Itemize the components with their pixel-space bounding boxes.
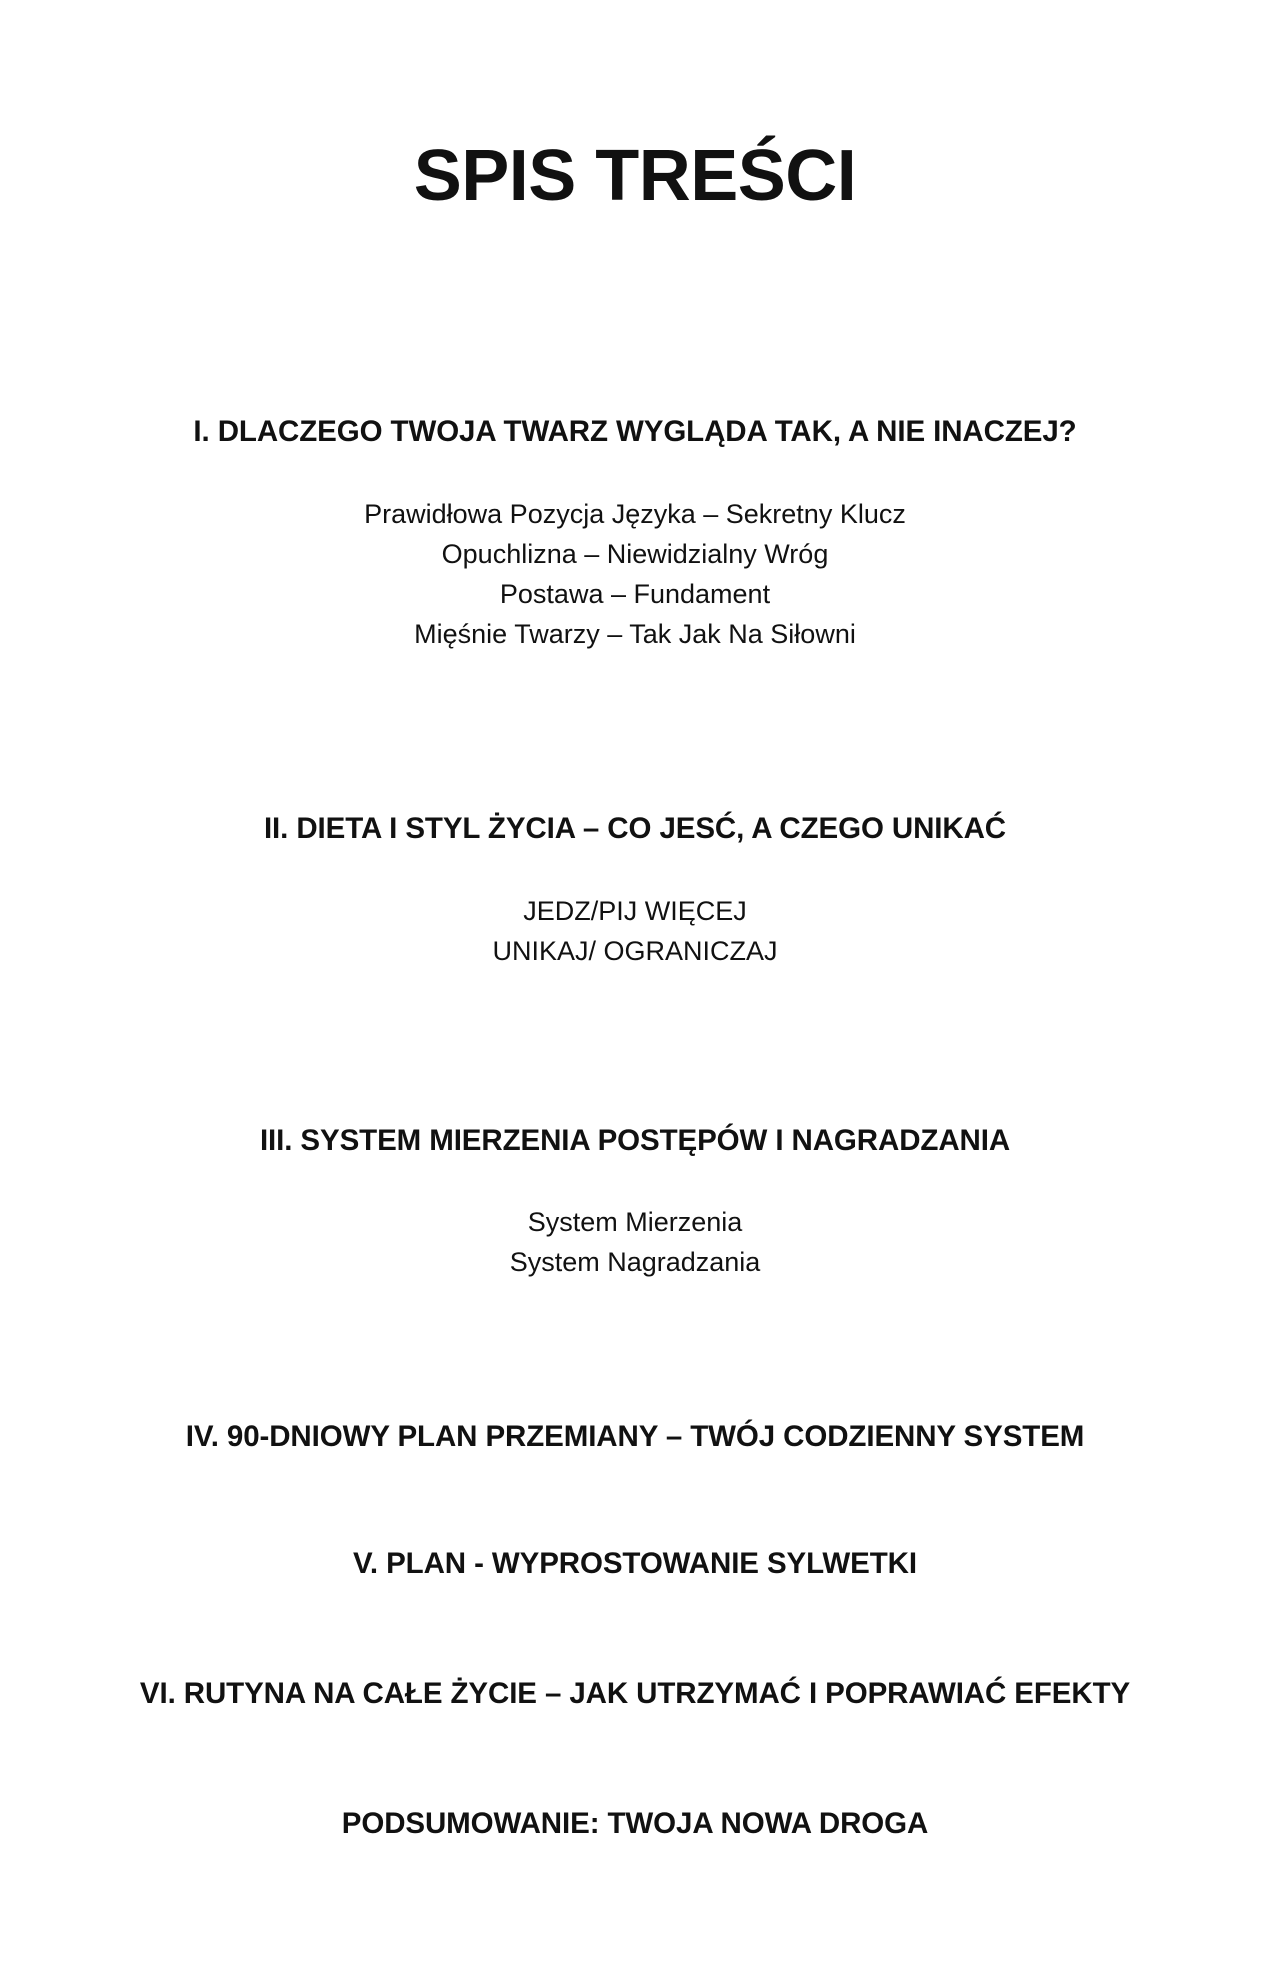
toc-section-3 bbox=[0, 1124, 1270, 1284]
toc-section-heading-2[interactable]: II. DIETA I STYL ŻYCIA – CO JESĆ, A CZEGO UNIKAĆ bbox=[263, 811, 1007, 845]
toc-section-heading-3[interactable]: III. SYSTEM MIERZENIA POSTĘPÓW I NAGRADZANIA bbox=[259, 1123, 1011, 1157]
toc-section-summary bbox=[0, 1807, 1270, 1841]
section-spacer bbox=[0, 1581, 1270, 1677]
toc-section-heading-1[interactable]: I. DLACZEGO TWOJA TWARZ WYGLĄDA TAK, A NIE INACZEJ? bbox=[193, 415, 1077, 448]
section-spacer bbox=[0, 1283, 1270, 1420]
toc-section-heading-6[interactable]: VI. RUTYNA NA CAŁE ŻYCIE – JAK UTRZYMAĆ I POPRAWIAĆ EFEKTY bbox=[139, 1677, 1131, 1711]
toc-section-1 bbox=[0, 415, 1270, 655]
toc-subitems-3 bbox=[0, 1203, 1270, 1283]
toc-subitem[interactable]: JEDZ/PIJ WIĘCEJ bbox=[523, 895, 747, 926]
toc-subitem[interactable]: Prawidłowa Pozycja Języka – Sekretny Klucz bbox=[364, 498, 906, 529]
toc-subitem[interactable]: System Mierzenia bbox=[527, 1207, 743, 1238]
toc-subitem[interactable]: Postawa – Fundament bbox=[499, 578, 771, 609]
toc-subitems-2 bbox=[0, 892, 1270, 972]
toc-section-6 bbox=[0, 1677, 1270, 1711]
page-title: SPIS TREŚCI bbox=[413, 136, 857, 217]
toc-subitem[interactable]: System Nagradzania bbox=[509, 1247, 761, 1278]
toc-section-2 bbox=[0, 812, 1270, 972]
toc-subitem[interactable]: Mięśnie Twarzy – Tak Jak Na Siłowni bbox=[414, 618, 856, 649]
section-spacer bbox=[0, 655, 1270, 812]
toc-section-heading-4[interactable]: IV. 90-DNIOWY PLAN PRZEMIANY – TWÓJ CODZIENNY SYSTEM bbox=[185, 1420, 1085, 1454]
toc-section-heading-5[interactable]: V. PLAN - WYPROSTOWANIE SYLWETKI bbox=[353, 1547, 917, 1581]
section-spacer bbox=[0, 1711, 1270, 1807]
section-spacer bbox=[0, 972, 1270, 1124]
toc-subitem[interactable]: Opuchlizna – Niewidzialny Wróg bbox=[441, 538, 829, 569]
section-spacer bbox=[0, 1454, 1270, 1547]
toc-subitems-1 bbox=[0, 495, 1270, 655]
toc-subitem[interactable]: UNIKAJ/ OGRANICZAJ bbox=[492, 935, 778, 966]
table-of-contents bbox=[0, 415, 1270, 1841]
toc-section-heading-summary[interactable]: PODSUMOWANIE: TWOJA NOWA DROGA bbox=[341, 1807, 929, 1841]
toc-section-5 bbox=[0, 1547, 1270, 1581]
toc-section-4 bbox=[0, 1420, 1270, 1454]
